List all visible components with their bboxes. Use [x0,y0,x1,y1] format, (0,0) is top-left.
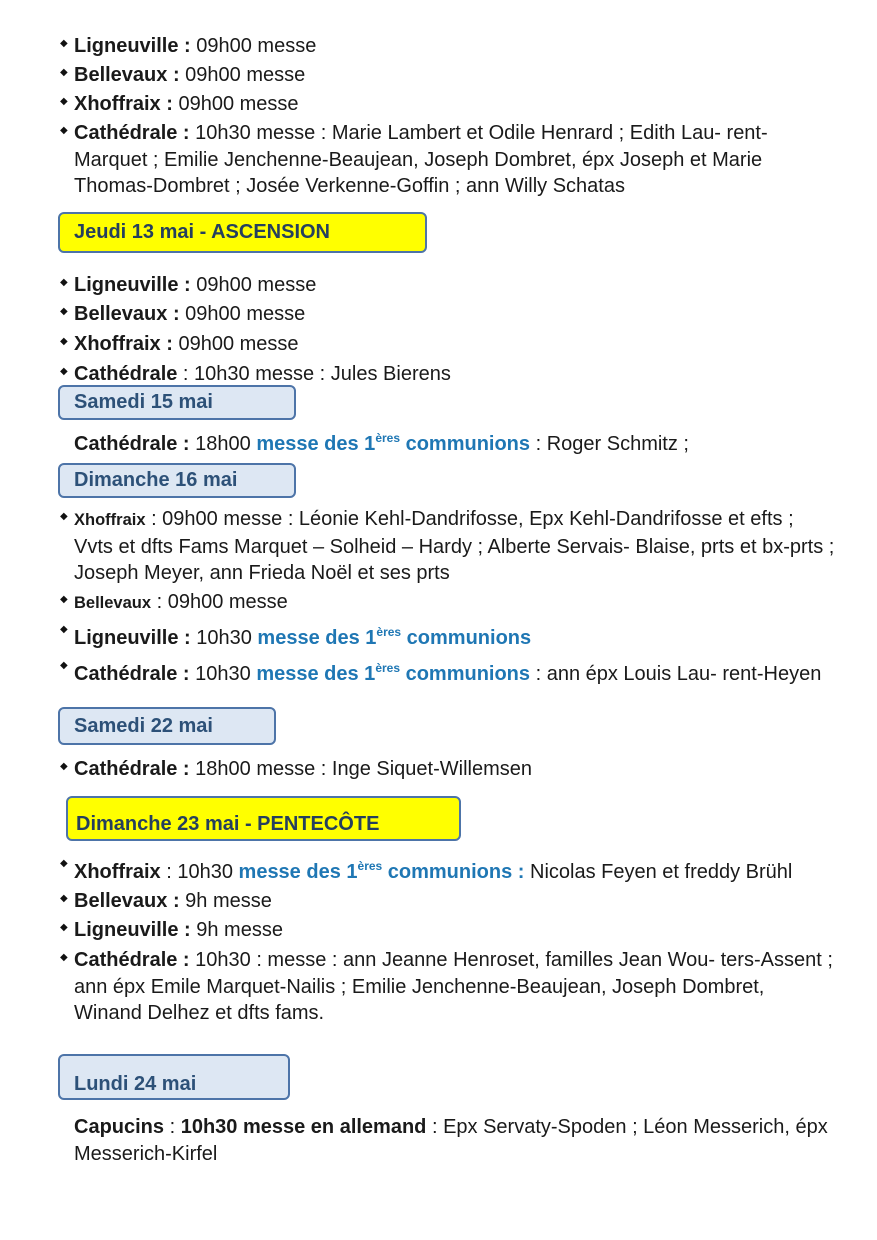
list-item [60,62,835,89]
list-item [60,589,835,617]
entry-time: 18h00 [189,433,257,455]
list-item [60,917,835,944]
location-label: Cathédrale : [74,433,190,455]
entry-text: 09h00 messe [179,303,306,325]
day-header-dimanche-16: Dimanche 16 mai [58,463,296,498]
highlight-text: messe des 1 [257,627,377,649]
location-label: Bellevaux : [74,64,180,86]
list-item [60,33,835,60]
entry-time: : 10h30 [160,861,239,883]
list-item [60,331,835,358]
location-label: Xhoffraix [74,511,146,529]
list-item [60,120,835,200]
entry-text: : ann épx Louis Lau- rent-Heyen [530,663,822,685]
superscript: ères [357,859,383,873]
location-label: Cathédrale : [74,758,190,780]
list-item [60,756,835,783]
superscript: ères [375,431,401,445]
highlight-text: messe des 1 [238,861,358,883]
highlight-text: messe des 1 [256,433,376,455]
day-header-samedi-15: Samedi 15 mai [58,385,296,420]
entry-text: : 09h00 messe : Léonie Kehl-Dandrifosse, Epx Kehl-Dandrifosse et efts ; Vvts et dfts Fams Marquet – Solheid – Hardy ; Alberte Servais- Blaise, prts et bx-prts ; Joseph Meyer, ann Frieda Noël et ses prts [74,508,835,584]
list-item [60,853,835,886]
highlight-text: communions : [382,861,525,883]
list-item [60,301,835,328]
list-item [60,947,835,1027]
day-header-pentecote: Dimanche 23 mai - PENTECÔTE [66,796,461,841]
list-item [60,1114,835,1167]
schedule-block-5 [60,756,835,783]
schedule-block-3 [60,425,835,458]
entry-text: 9h messe [179,890,272,912]
schedule-block-2 [60,272,835,388]
list-item [60,506,835,587]
schedule-block-7 [60,1114,835,1167]
entry-text: 10h30 : messe : ann Jeanne Henroset, familles Jean Wou- ters-Assent ; ann épx Emile Marquet-Nailis ; Emilie Jenchenne-Beaujean, Joseph Dombret, Winand Delhez et dfts fams. [74,949,833,1024]
entry-text: 09h00 messe [172,93,299,115]
entry-text: Nicolas Feyen et freddy Brühl [524,861,793,883]
entry-text: 9h messe [190,919,283,941]
highlight-text: 10h30 messe en allemand [180,1116,427,1138]
schedule-block-4 [60,506,835,688]
list-item [60,272,835,299]
entry-text: 09h00 messe [190,274,317,296]
schedule-block-6 [60,853,835,1027]
schedule-block-1 [60,33,835,200]
entry-text: : Epx Servaty-Spoden ; Léon Messerich, épx Messerich-Kirfel [74,1116,828,1165]
entry-text: 09h00 messe [190,35,317,57]
entry-text: : Roger Schmitz ; [530,433,689,455]
location-label: Cathédrale [74,363,178,385]
location-label: Xhoffraix : [74,333,173,355]
location-label: Ligneuville : [74,627,191,649]
location-label: Xhoffraix [74,861,161,883]
location-label: Xhoffraix : [74,93,173,115]
separator: : [164,1116,181,1138]
day-header-ascension: Jeudi 13 mai - ASCENSION [58,212,427,253]
location-label: Bellevaux : [74,303,180,325]
location-label: Ligneuville : [74,274,191,296]
location-label: Ligneuville : [74,919,191,941]
list-item [60,888,835,915]
entry-text: : 10h30 messe : Jules Bierens [177,363,451,385]
highlight-text: communions [400,663,531,685]
entry-time: 10h30 [189,663,257,685]
location-label: Cathédrale : [74,949,190,971]
location-label: Ligneuville : [74,35,191,57]
entry-text: 09h00 messe [172,333,299,355]
list-item [60,425,835,458]
location-label: Cathédrale : [74,663,190,685]
location-label: Bellevaux : [74,890,180,912]
superscript: ères [376,625,402,639]
day-header-samedi-22: Samedi 22 mai [58,707,276,745]
list-item [60,655,835,688]
day-header-lundi-24: Lundi 24 mai [58,1054,290,1100]
entry-text: : 09h00 messe [151,591,288,613]
list-item [60,91,835,118]
list-item [60,619,835,652]
entry-text: 09h00 messe [179,64,306,86]
list-item [60,361,835,388]
location-label: Cathédrale : [74,122,190,144]
highlight-text: communions [400,433,531,455]
entry-text: 18h00 messe : Inge Siquet-Willemsen [189,758,532,780]
location-label: Capucins [74,1116,165,1138]
entry-time: 10h30 [190,627,258,649]
superscript: ères [375,661,401,675]
highlight-text: messe des 1 [256,663,376,685]
highlight-text: communions [401,627,532,649]
entry-text: 10h30 messe : Marie Lambert et Odile Henrard ; Edith Lau- rent-Marquet ; Emilie Jenchenne-Beaujean, Joseph Dombret, épx Joseph et Marie Thomas-Dombret ; Josée Verkenne-Goffin ; ann Willy Schatas [74,122,768,197]
location-label: Bellevaux [74,594,152,612]
